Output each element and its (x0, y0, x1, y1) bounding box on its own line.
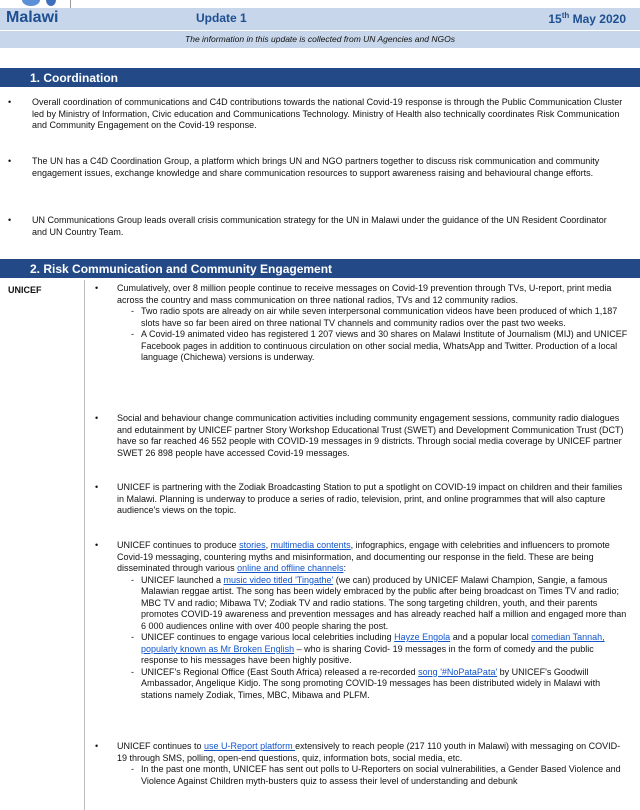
date-rest: May 2020 (572, 12, 626, 26)
bullet-icon: • (8, 215, 12, 225)
sub-bullet (131, 667, 628, 702)
comedian-link[interactable]: comedian Tannah, popularly known as Mr Broken English (141, 632, 605, 654)
hayze-engola-link[interactable]: Hayze Engola (394, 632, 451, 642)
dash-icon: - (131, 632, 134, 642)
bullet-icon: • (8, 156, 12, 166)
update-number: Update 1 (196, 11, 247, 25)
sub-bullet-text: In the past one month, UNICEF has sent out polls to U-Reporters on social vulnerabilities, a Gender Based Violence and Violence Against Children myth-busters quiz to assess their level of understanding and debunk (141, 764, 621, 786)
nopatapata-song-link[interactable]: song '#NoPataPata' (418, 666, 498, 677)
music-video-link[interactable]: music video titled 'Tingathe' (223, 574, 334, 585)
bullet-icon: • (95, 741, 99, 751)
unicef-bullet-reach (95, 283, 628, 364)
coordination-bullet (8, 215, 623, 238)
date-day: 15 (548, 12, 562, 26)
dash-icon: - (131, 764, 134, 774)
unicef-bullet-content (95, 540, 628, 701)
agency-label: UNICEF (8, 285, 42, 295)
sub-bullet (131, 764, 628, 787)
text-span: (we can) produced by UNICEF Malawi Champion, Sangie, a famous Malawian reggae artist. The song has been widely embraced by the public after being broadcast on Times TV and radio; MBC TV and radio; Mibawa TV; Zodiak TV and radio stations. The song targeting children, youth, and their parents promotes COVID-19 awareness and prevention messages and has already reached half a million and engaged more than 6 000 audiences online with over 400 people sharing the post. (141, 574, 627, 631)
bullet-text: Cumulatively, over 8 million people continue to receive messages on Covid-19 prevention through TVs, U-report, print media across the country and mass communication on three national radios, TVs and 12 community radios. (117, 283, 612, 305)
section-heading-coordination (0, 68, 640, 87)
text-span: and a popular local (450, 632, 532, 642)
dash-icon: - (131, 306, 134, 316)
text-span: UNICEF's Regional Office (East South Africa) released a re-recorded (141, 666, 419, 677)
bullet-icon: • (95, 413, 99, 423)
source-note: The information in this update is collected from UN Agencies and NGOs (185, 34, 455, 44)
section-heading-rcce (0, 259, 640, 278)
online-offline-channels-link[interactable]: online and offline channels (237, 563, 344, 573)
dash-icon: - (131, 329, 134, 339)
source-note-bar (0, 31, 640, 48)
sub-bullet (131, 306, 628, 329)
text-span: UNICEF continues to (117, 741, 205, 751)
bullet-text: Social and behaviour change communication activities including community engagement sessions, community radio dialogues and edutainment by UNICEF partner Story Workshop Educational Trust (SWET) and Development Communication Trust (DCT) have so far reached 46 552 people with COVID-19 messages in 9 districts. Through social media coverage by UNICEF partner SWET 26 898 people have accessed Covid-19 messages. (117, 413, 624, 458)
bullet-text: UN Communications Group leads overall crisis communication strategy for the UN in Malawi under the guidance of the UN Resident Coordinator and UN Country Team. (32, 215, 607, 237)
bullet-icon: • (8, 97, 12, 107)
sub-bullet (131, 329, 628, 364)
text-span: – who is sharing Covid- 19 messages in the form of comedy and the public response to his messages have been highly positive. (141, 643, 594, 665)
text-span: UNICEF continues to engage various local celebrities including (141, 632, 395, 642)
logo-strip (0, 0, 640, 8)
dash-icon: - (131, 574, 134, 585)
bullet-icon: • (95, 540, 99, 550)
text-span: UNICEF continues to produce (117, 540, 240, 550)
text-span: , (265, 540, 271, 550)
text-span: by UNICEF's Goodwill Ambassador, Angelique Kidjo. The song promoting COVID-19 messages has been distributed widely in Malawi with stations namely Zodiak, Times, MBC, Mibawa and PLFM. (141, 666, 601, 700)
text-span: UNICEF launched a (141, 574, 224, 585)
text-span: extensively to reach people (217 110 youth in Malawi) with messaging on COVID-19 through SMS, polling, open-end questions, quiz, information bots, social media, etc. (117, 741, 621, 763)
logo-divider (70, 0, 71, 8)
unicef-bullet-ureport (95, 741, 628, 787)
bullet-text: UNICEF is partnering with the Zodiak Broadcasting Station to put a spotlight on COVID-19 impact on children and their families in Malawi. Planning is underway to produce a series of radio, television, print, and online programmes that will also capture audience's views on the topic. (117, 482, 623, 515)
bullet-icon: • (95, 482, 99, 492)
stories-link[interactable]: stories (239, 540, 266, 550)
multimedia-contents-link[interactable]: multimedia contents (270, 540, 351, 550)
sub-bullet-text: A Covid-19 animated video has registered 1 207 views and 30 shares on Malawi Institute of Journalism (MIJ) and UNICEF Facebook pages in addition to continuous circulation on other social media, WhatsApp and Twitter. Production of a local language (Chichewa) versions is underway. (141, 329, 628, 362)
sub-bullet (131, 632, 628, 667)
coordination-bullet (8, 97, 623, 132)
date-suffix: th (561, 11, 570, 20)
text-span: : (343, 563, 347, 573)
country-title: Malawi (6, 9, 59, 26)
un-logo-icon (22, 0, 40, 6)
text-span: , infographics, engage with celebrities and influencers to promote Covid-19 messaging, countering myths and misinformation, and documenting our response in the field. These are being disseminated through various (117, 540, 610, 573)
update-date (548, 11, 626, 26)
bullet-icon: • (95, 283, 99, 293)
section-title: 1. Coordination (30, 71, 118, 85)
dash-icon: - (131, 666, 134, 677)
un-logo-icon-secondary (46, 0, 56, 6)
sub-bullet-text: Two radio spots are already on air while seven interpersonal communication videos have been produced of which 1,187 slots have so far been aired on three national TV channels and community radios over the past two weeks. (141, 306, 618, 328)
update-header (0, 8, 640, 30)
u-report-link[interactable]: use U-Report platform (204, 741, 296, 751)
bullet-text (117, 540, 628, 575)
unicef-bullet-sbcc (95, 413, 628, 459)
column-divider (84, 280, 85, 810)
section-title: 2. Risk Communication and Community Engagement (30, 262, 333, 276)
bullet-text: The UN has a C4D Coordination Group, a platform which brings UN and NGO partners together to discuss risk communication and community engagement issues, exchange knowledge and share communication resources to support awareness raising and behavioural change efforts. (32, 156, 600, 178)
coordination-bullet (8, 156, 623, 179)
sub-bullet (131, 575, 628, 633)
unicef-bullet-zodiak (95, 482, 628, 517)
bullet-text: Overall coordination of communications and C4D contributions towards the national Covid-19 response is through the Public Communication Cluster led by Ministry of Information, Civic education and Communications Technology. Ministry of Health also technically coordinates Risk Communication and Community Engagement on the Covid-19 response. (32, 97, 623, 130)
bullet-text (117, 741, 628, 764)
